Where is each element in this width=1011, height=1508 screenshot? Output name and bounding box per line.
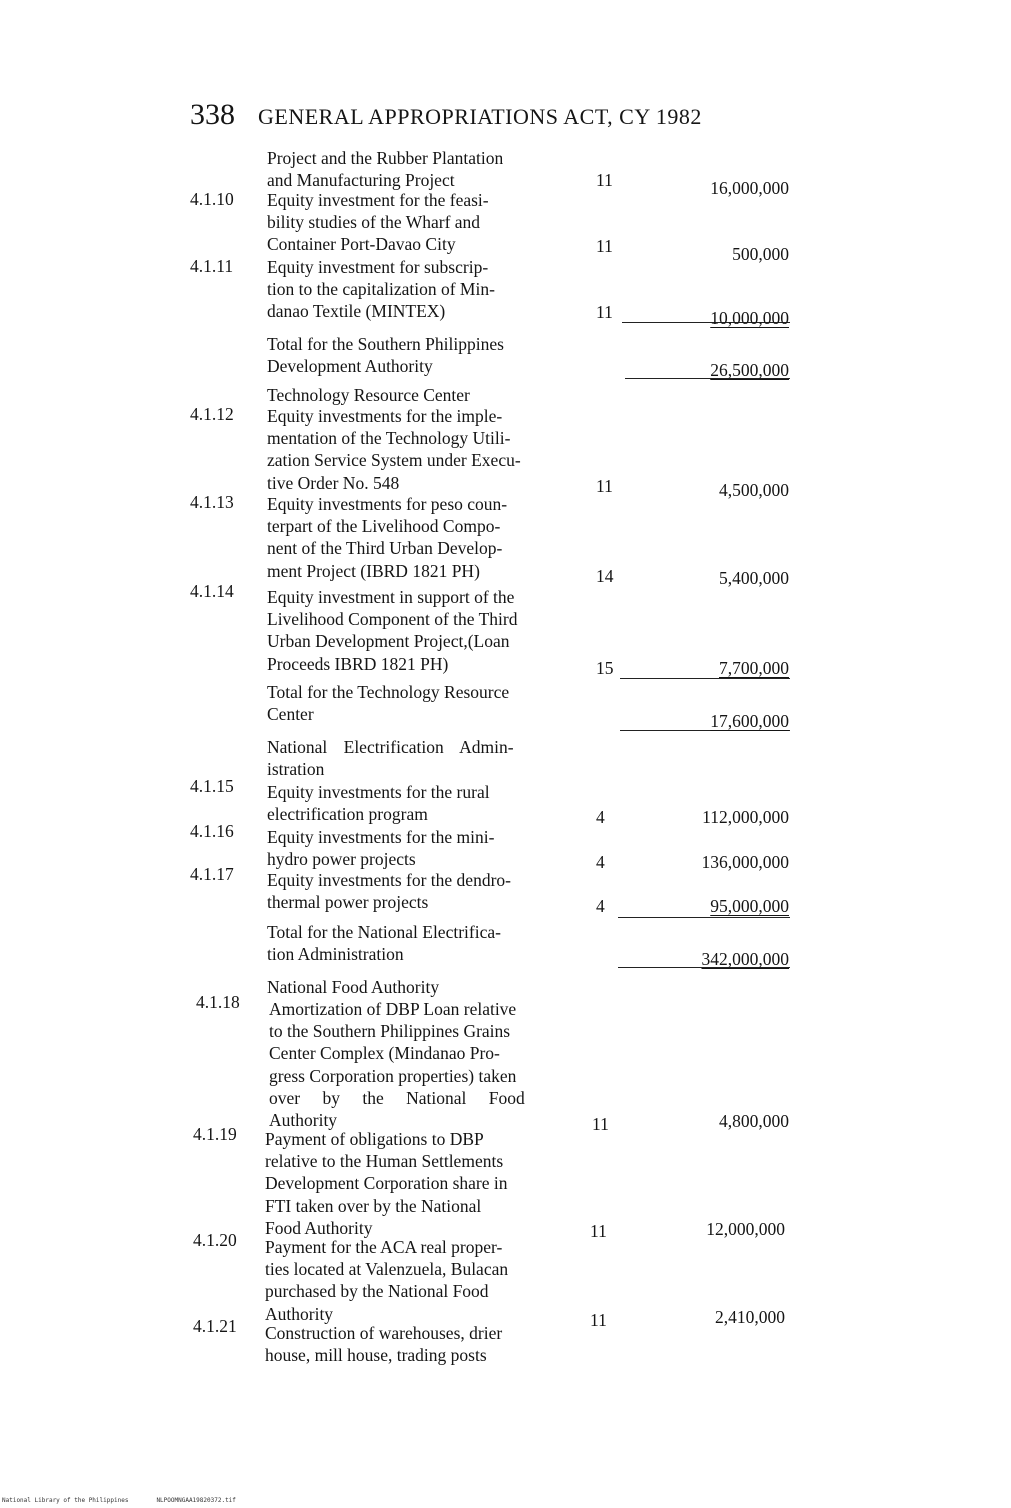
source-code: 15	[596, 658, 614, 678]
source-code: 11	[596, 302, 613, 322]
total-text: Total for the National Electrifica- tion Administration	[267, 922, 501, 965]
item-number: 4.1.20	[193, 1230, 237, 1250]
source-code: 11	[590, 1221, 607, 1241]
file-name: NLPOOMNGAA19820372.tif	[156, 1497, 236, 1504]
item-text: Equity investments for the imple- mentation of the Technology Utili- zation Service System under Execu- tive Order No. 548	[267, 406, 521, 493]
running-title: GENERAL APPROPRIATIONS ACT, CY 1982	[258, 104, 702, 129]
source-code: 4	[596, 807, 605, 827]
item-number: 4.1.17	[190, 864, 234, 884]
item-number: 4.1.16	[190, 821, 234, 841]
source-code: 11	[592, 1114, 609, 1134]
total-amount: 26,500,000	[710, 360, 789, 380]
item-number: 4.1.15	[190, 776, 234, 796]
total-amount: 17,600,000	[710, 711, 789, 731]
item-number: 4.1.13	[190, 492, 234, 512]
item-text: Payment of obligations to DBP relative to the Human Settlements Development Corporation share in FTI taken over by the National Food Authority	[265, 1129, 508, 1238]
total-amount: 342,000,000	[701, 949, 789, 969]
rule-line	[618, 917, 790, 918]
source-code: 4	[596, 896, 605, 916]
item-text: Equity investment for the feasi- bility studies of the Wharf and Container Port-Davao City	[267, 190, 489, 255]
page-number: 338	[190, 98, 235, 131]
item-text: Equity investment in support of the Livelihood Component of the Third Urban Development Project,(Loan Proceeds IBRD 1821 PH)	[267, 587, 518, 674]
source-code: 14	[596, 566, 614, 586]
total-text: Total for the Technology Resource Center	[267, 682, 510, 725]
item-text: Equity investments for the rural electrification program	[267, 782, 490, 825]
item-number: 4.1.21	[193, 1316, 237, 1336]
item-text: Project and the Rubber Plantation and Manufacturing Project	[267, 148, 504, 191]
amount: 500,000	[732, 244, 789, 264]
amount: 4,800,000	[719, 1111, 789, 1131]
amount: 2,410,000	[715, 1307, 785, 1327]
item-text: Construction of warehouses, drier house, mill house, trading posts	[265, 1323, 503, 1366]
amount: 4,500,000	[719, 480, 789, 500]
item-text: Equity investment for subscrip- tion to the capitalization of Min- danao Textile (MINTEX)	[267, 257, 495, 322]
item-number: 4.1.19	[193, 1124, 237, 1144]
amount: 136,000,000	[701, 852, 789, 872]
amount: 112,000,000	[702, 807, 789, 827]
source-code: 11	[596, 236, 613, 256]
item-number: 4.1.12	[190, 404, 234, 424]
item-text: Equity investments for the mini- hydro power projects	[267, 827, 495, 870]
item-number: 4.1.18	[196, 992, 240, 1012]
item-number: 4.1.11	[190, 256, 234, 276]
item-number: 4.1.14	[190, 581, 234, 601]
amount: 7,700,000	[719, 658, 789, 678]
source-code: 11	[596, 170, 613, 190]
item-text: Equity investments for the dendro- thermal power projects	[267, 870, 511, 913]
amount: 5,400,000	[719, 568, 789, 588]
amount: 95,000,000	[710, 896, 789, 916]
section-heading: Technology Resource Center	[267, 385, 470, 405]
section-heading: National Electrification Admin- istration	[267, 737, 514, 780]
item-number: 4.1.10	[190, 189, 234, 209]
item-text: Payment for the ACA real proper- ties located at Valenzuela, Bulacan purchased by the National Food Authority	[265, 1237, 509, 1324]
scan-footer	[2, 1497, 264, 1504]
source-code: 11	[590, 1310, 607, 1330]
amount: 16,000,000	[710, 178, 789, 198]
source-code: 4	[596, 852, 605, 872]
amount: 10,000,000	[710, 308, 789, 328]
item-text: Equity investments for peso coun- terpart of the Livelihood Compo- nent of the Third Urban Develop- ment Project (IBRD 1821 PH)	[267, 494, 508, 581]
total-text: Total for the Southern Philippines Development Authority	[267, 334, 504, 377]
amount: 12,000,000	[706, 1219, 785, 1239]
item-text: Amortization of DBP Loan relative to the Southern Philippines Grains Center Complex (Mindanao Pro- gress Corporation properties) taken over by the National Food Authority	[269, 999, 525, 1131]
library-name: National Library of the Philippines	[2, 1497, 129, 1504]
source-code: 11	[596, 476, 613, 496]
section-heading: National Food Authority	[267, 977, 440, 997]
